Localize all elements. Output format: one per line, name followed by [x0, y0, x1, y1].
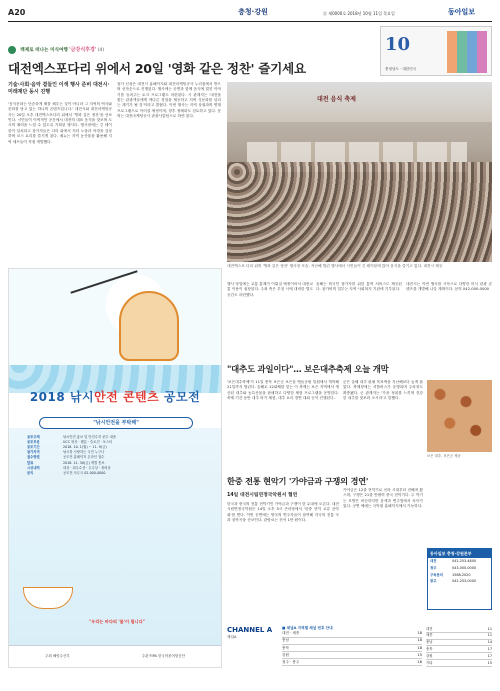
poster-detail-row-value: 2018. 11. 30(금) 개별 통보 — [63, 460, 105, 465]
index-row — [426, 626, 492, 633]
poster-detail-row-value: UCC 영상 · 웹툰 · 슬로건 · 포스터 — [63, 440, 113, 445]
poster-detail-row-value: 낚시를 사랑하는 국민 누구나 — [63, 450, 105, 455]
contact-row — [428, 578, 491, 585]
photo-crowd — [227, 162, 492, 262]
index-row-value: 17 — [487, 646, 492, 651]
channel-row — [282, 652, 422, 659]
channel-row — [282, 638, 422, 645]
story-column-4: 올해는 외국인 참가자를 위한 통역 서비스도 제공된다. 참가비의 일부는 지역 사회복지 기관에 기부된다. — [316, 282, 402, 292]
channel-row-value: 16 — [417, 659, 422, 664]
series-highlight: '금강식후경' — [69, 47, 97, 53]
jujube-caption: 보은 대추. 보은군 제공 — [427, 454, 461, 458]
poster-detail-row-key: 공모주제 — [27, 435, 40, 439]
article3-headline[interactable]: 한중 전통 현악기 '가야금과 구쟁의 경연' — [227, 476, 369, 486]
index-row-value: 11 — [487, 633, 492, 638]
poster-title-highlight: 안전 콘텐츠 — [94, 390, 160, 404]
ad-logo: 10 — [385, 34, 411, 55]
poster-detail-row-value: 2018. 10. 1(월) ~ 11. 9(금) — [63, 445, 107, 450]
article3-column-1: 한국과 중국의 전통 현악기인 가야금과 구쟁이 한 무대에 오른다. 대전시립연정국악원은 14일 오후 5시 큰마당에서 '한중 현악 교류 음악회'를 연다. 이번 공연에는 양국의 연주자들이 참여해 각국의 전통 곡과 창작곡을 선보인다. 관람료는 전석 1만 원이다. — [227, 502, 339, 523]
index-row-value: 17 — [487, 653, 492, 658]
index-row-key: 세종 — [426, 633, 433, 638]
article2-headline[interactable]: "대추도 과일이다"… 보은대추축제 오늘 개막 — [227, 364, 389, 374]
index-row-key: 강원 — [426, 653, 433, 658]
poster-detail-row-key: 공모부문 — [27, 440, 40, 445]
channel-row-key: 충북 — [282, 645, 289, 650]
poster-detail-row — [27, 471, 207, 476]
poster-detail-row-key: 발표 — [27, 460, 34, 465]
index-row — [426, 640, 492, 647]
contact-row — [428, 558, 491, 565]
article2-column-2: 군은 올해 대추 판매 목표액을 지난해보다 높게 잡았다. 축제장에는 셔틀버스가 운행되며 주차장도 확충됐다. 군 관계자는 '가을 정취를 느끼며 건강한 대추를 맛보러 오시라'고 말했다. — [343, 380, 423, 401]
index-row-value: 15 — [487, 660, 492, 665]
article3-column-2: 가야금은 12줄 현악기로 신라 시대부터 전해져 왔으며, 구쟁은 21줄 안팎의 중국 현악기다. 두 악기는 모양은 비슷하지만 음색과 연주법에서 차이가 있다. 공연 예매는 국악원 홈페이지에서 가능하다. — [343, 488, 423, 509]
photo-banner — [227, 82, 492, 122]
channel-row-value: 18 — [417, 631, 422, 636]
event-photo[interactable] — [227, 82, 492, 262]
contact-row-key: 대전 — [430, 559, 437, 564]
issue-date: ㉑ 제0000호 2018년 10월 11일 목요일 — [323, 11, 395, 16]
channel-row — [282, 645, 422, 652]
article2-column-1: '보은대추축제'가 11일 충북 보은군 보은읍 뱃들공원 일원에서 개막해 21일까지 열린다. 올해로 12회째를 맞는 이 축제는 보은 지역에서 생산된 대추와 농특산물을 판매하고 다양한 체험 프로그램을 운영한다. 축제 기간 동안 대추 따기 체험, 대추 요리 경연 대회 등이 진행된다. — [227, 380, 339, 401]
story-column-3: 행사 당일에는 교통 통제가 이뤄질 예정이어서 대중교통 이용이 권장된다. 주최 측은 우천 시에 대비한 별도 공간도 마련했다. — [227, 282, 313, 297]
channel-number-list — [282, 626, 422, 666]
page-header — [8, 6, 492, 22]
poster-title — [9, 389, 221, 405]
contact-row-key: 구독문의 — [430, 572, 444, 577]
ad-graphic — [447, 31, 487, 73]
poster-title-end: 공모전 — [159, 390, 201, 404]
channel-row-key: 충남 — [282, 638, 289, 643]
contact-row — [428, 565, 491, 572]
poster-detail-row-key: 시상내역 — [27, 465, 40, 470]
newspaper-name[interactable]: 동아일보 — [448, 8, 476, 16]
channel-list-title: ■ 채널A 지역별 채널 번호 안내 — [282, 626, 333, 630]
contact-box — [427, 548, 492, 610]
index-row — [426, 653, 492, 660]
poster-detail-row-value: 대상 · 최우수상 · 우수상 · 장려상 — [63, 465, 111, 470]
index-row — [426, 660, 492, 667]
channel-row-value: 18 — [417, 638, 422, 643]
poster-detail-row-value: 공모전 사무국 02-000-0000 — [63, 470, 106, 475]
index-row-key: 충남 — [426, 640, 433, 645]
page-index-list — [426, 626, 492, 667]
main-headline[interactable]: 대전엑스포다리 위에서 20일 '영화 같은 정찬' 즐기세요 — [8, 61, 306, 76]
story-column-5: 대전시는 이번 행사를 시작으로 다양한 미식 관광 콘텐츠를 개발해 나갈 계획이다. 문의 042-000-0000 — [406, 282, 492, 292]
poster-title-year: 2018 낚시 — [29, 390, 95, 404]
channel-row-value: 18 — [417, 645, 422, 650]
story-subhead: 기술·사회·음악 곁들인 이색 행사 준비 대전시·미래재단 동시 진행 — [8, 82, 110, 95]
channel-row-value: 15 — [417, 652, 422, 657]
contact-row — [428, 572, 491, 579]
poster-slogan: "우리는 바다의 '물'이 됩니다" — [89, 619, 145, 624]
channel-logo: CHANNEL A — [227, 626, 273, 634]
index-row-key: 기타 — [426, 660, 433, 665]
article3-subhead: 14일 대전시립연정국악원서 협연 — [227, 493, 298, 498]
contact-rows — [428, 558, 491, 584]
contact-row-key: 청주 — [430, 565, 437, 570]
channel-row — [282, 631, 422, 638]
poster-detail-row-value: 공모전 홈페이지 온라인 접수 — [63, 455, 105, 460]
index-row — [426, 633, 492, 640]
page-number: A20 — [8, 8, 26, 17]
index-row-value: 11 — [487, 626, 492, 631]
sponsor-ministry: 주최 해양수산부 — [44, 654, 70, 659]
index-row — [426, 646, 492, 653]
channel-row-key: 대전 · 세종 — [282, 631, 300, 636]
series-number: (4) — [97, 48, 105, 53]
channel-row-key: 청주 · 충주 — [282, 659, 300, 664]
photo-sign-text: 대전 음식 축제 — [317, 96, 356, 103]
leaf-icon — [8, 46, 16, 54]
fisher-illustration — [119, 291, 179, 361]
sponsor-fipa: 주관 FIPA 한국어촌어항공단 — [141, 654, 186, 659]
poster-detail-row-key: 공모기간 — [27, 445, 40, 450]
ad-label: 충청남도 · 대한민국 — [385, 67, 417, 72]
jujube-photo[interactable] — [427, 380, 492, 452]
contact-row-key: 광고 — [430, 579, 437, 584]
poster-details — [27, 435, 207, 476]
poster-detail-row-key: 참가자격 — [27, 450, 40, 455]
contact-title: 동아일보 충청·강원본부 — [428, 549, 491, 558]
poster-detail-row-key: 문의 — [27, 470, 34, 475]
top-advertisement[interactable] — [380, 26, 492, 76]
section-title: 충청·강원 — [238, 8, 268, 16]
series-tag — [8, 46, 178, 56]
channel-subtitle: 채널A — [227, 635, 237, 640]
index-row-value: 14 — [487, 640, 492, 645]
channel-row — [282, 659, 422, 666]
story-column-2: 참가 신청은 대전시 홈페이지와 대전마케팅공사 누리집에서 받으며 선착순으로 진행된다. 행사에는 공연과 함께 음식에 얽힌 이야기를 들려주는 토크 프로그램도 마련된다. 시 관계자는 '대전을 찾는 관광객들에게 색다른 경험을 제공하고 지역 식문화를 알리는 계기가 될 것'이라고 밝혔다. 이번 행사는 지역 상권과의 연계 프로그램으로 이어질 예정이며, 향후 정례화도 검토하고 있다. 문의는 대전마케팅공사 관광사업팀으로 하면 된다. — [117, 82, 221, 119]
index-row-key: 충북 — [426, 646, 433, 651]
contact-row-value: 043-000-0000 — [452, 565, 477, 570]
boat-illustration — [23, 587, 73, 609]
photo-caption: 대전엑스포 다리 위의 '영화 같은 정찬' 행사장 모습. 지난해 열린 행사에서 시민들이 긴 테이블에 앉아 음식을 즐기고 있다. 대전시 제공 — [227, 264, 443, 268]
poster-detail-row-key: 접수방법 — [27, 455, 40, 460]
contact-row-value: 042-253-4800 — [452, 559, 477, 564]
index-row-key: 대전 — [426, 626, 433, 631]
poster-sponsors — [9, 645, 221, 667]
contact-row-value: 042-253-0000 — [452, 579, 477, 584]
channel-logo-block[interactable] — [227, 626, 279, 666]
poster-slogan-box: "낚시안전을 부탁해" — [39, 417, 193, 429]
story-column-1: '음식문화는 단순하게 배를 채우는 것이 아니라 그 지역의 역사와 문화를 담고 있는 하나의 콘텐츠입니다.' 대전시와 대전마케팅공사는 20일 오후 대전엑스포다리 위에서 '영화 같은 정찬'을 선보인다. 시민들이 이색적인 공간에서 대전의 대표 음식을 맛보며 도시의 매력을 느낄 수 있도록 기획된 행사다. 행사장에는 긴 테이블이 설치되고 참가자들은 다리 위에서 저녁 노을과 야경을 감상하며 코스 요리를 즐기게 된다. 메뉴는 지역 농산물을 활용해 지역 셰프들이 직접 개발했다. — [8, 102, 112, 144]
fishing-contest-poster[interactable] — [8, 268, 222, 668]
series-title: 백제로 떠나는 미식여행 — [20, 48, 68, 53]
poster-detail-row-value: 낚시안전 홍보 및 안전수칙 준수 내용 — [63, 435, 117, 439]
channel-row-key: 강원 — [282, 652, 289, 657]
contact-row-value: 1588-2020 — [452, 572, 471, 577]
